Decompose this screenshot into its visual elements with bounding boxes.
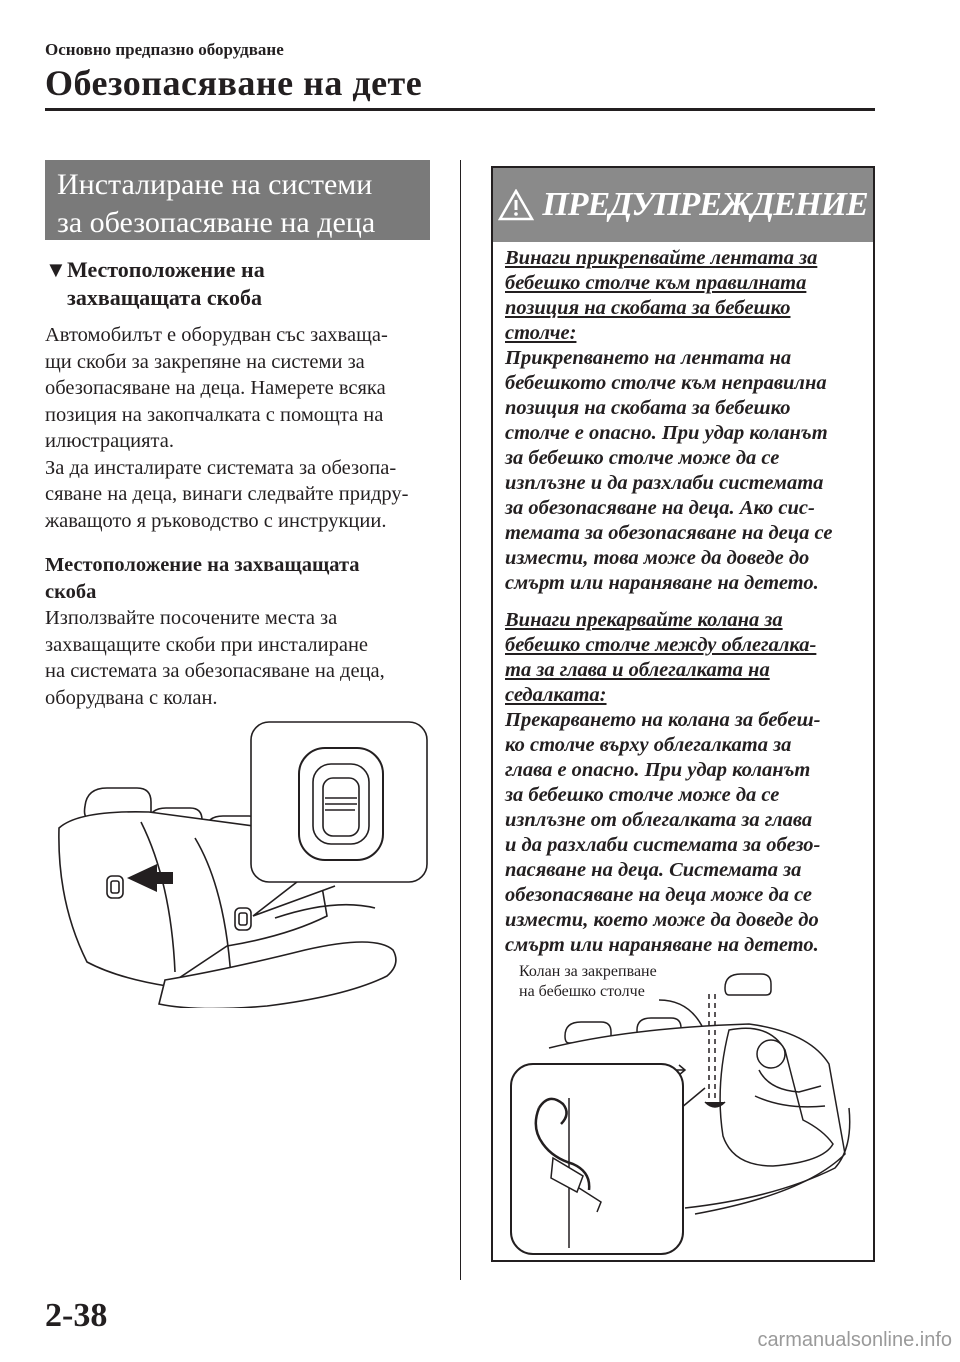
- page-number: 2-38: [45, 1297, 108, 1334]
- warning-heading-1: [505, 246, 861, 346]
- text-line: оборудвана с колан.: [45, 686, 218, 709]
- text-line: столче е опасно. При удар коланът: [505, 422, 828, 444]
- text-line: жаващото я ръководство с инструкции.: [45, 509, 387, 532]
- text-line: Прикрепването на лентата на: [505, 347, 792, 369]
- source-watermark: carmanualsonline.info: [757, 1329, 952, 1351]
- text-line: обезопасяване на деца. Намерете всяка: [45, 377, 386, 399]
- subheading: [45, 256, 450, 312]
- text-line: смърт или нараняване на детето.: [505, 572, 819, 594]
- text-line: на системата за обезопасяване на деца,: [45, 660, 385, 682]
- intro-paragraph: [45, 322, 455, 534]
- text-line: позиция на закопчалката с помощта на: [45, 403, 384, 426]
- column-divider: [460, 160, 461, 1280]
- warning-heading-2: [505, 608, 861, 708]
- rear-seat-illustration: [45, 718, 445, 1008]
- tether-label-line1: Колан за закрепване: [519, 963, 657, 980]
- text-line: позиция на скобата за бебешко: [505, 297, 791, 319]
- text-line: захващащите скоби при инсталиране: [45, 633, 369, 656]
- warning-text-1: [505, 346, 861, 596]
- warning-body: [493, 242, 873, 958]
- warning-header: [493, 168, 873, 242]
- header-rule: [45, 108, 875, 111]
- install-title-line1: Инсталиране на системи: [57, 168, 373, 201]
- text-line: бебешко столче към правилната: [505, 272, 807, 294]
- warning-triangle-icon: [498, 189, 534, 221]
- text-line: обезопасяване на деца може да се: [505, 884, 812, 906]
- text-line: седалката:: [505, 684, 607, 706]
- subheading-line1: Местоположение на: [67, 257, 265, 282]
- text-line: изплъзне от облегалката за глава: [505, 809, 813, 831]
- text-line: пасяване на деца. Системата за: [505, 859, 802, 881]
- text-line: бебешко столче между облегалка-: [505, 634, 817, 656]
- text-line: Прекарването на колана за бебеш-: [505, 709, 821, 731]
- text-line: бебешкото столче към неправилна: [505, 372, 827, 394]
- text-line: смърт или нараняване на детето.: [505, 934, 819, 956]
- text-line: щи скоби за закрепяне на системи за: [45, 350, 365, 373]
- text-line: за обезопасяване на деца. Ако сис-: [505, 497, 815, 519]
- triangle-marker-icon: ▼: [45, 257, 67, 282]
- install-title-line2: за обезопасяване на деца: [57, 206, 376, 239]
- warning-text-2: [505, 708, 861, 958]
- install-section-title: [45, 160, 430, 240]
- location-heading-line2: скоба: [45, 580, 97, 603]
- text-line: илюстрацията.: [45, 430, 174, 452]
- text-line: сяване на деца, винаги следвайте придру-: [45, 483, 409, 505]
- text-line: темата за обезопасяване на деца се: [505, 522, 833, 544]
- text-line: За да инсталирате системата за обезопа-: [45, 456, 397, 479]
- text-line: измести, което може да доведе до: [505, 909, 819, 931]
- text-line: та за глава и облегалката на: [505, 659, 770, 681]
- text-line: Винаги прикрепвайте лентата за: [505, 247, 818, 269]
- text-line: за бебешко столче може да се: [505, 784, 780, 806]
- page-title: Обезопасяване на дете: [45, 63, 423, 103]
- text-line: Винаги прекарвайте колана за: [505, 609, 783, 631]
- text-line: Използвайте посочените места за: [45, 607, 338, 629]
- text-line: столче:: [505, 322, 577, 344]
- section-label: Основно предпазно оборудване: [45, 40, 284, 59]
- location-heading-line1: Местоположение на захващащата: [45, 554, 360, 576]
- text-line: и да разхлаби системата за обезо-: [505, 834, 821, 856]
- location-paragraph: [45, 552, 455, 711]
- text-line: ко столче върху облегалката за: [505, 734, 792, 756]
- text-line: глава е опасно. При удар коланът: [505, 759, 811, 781]
- text-line: изплъзне и да разхлаби системата: [505, 472, 824, 494]
- text-line: измести, това може да доведе до: [505, 547, 810, 569]
- warning-box: [491, 166, 875, 1262]
- child-seat-illustration: [509, 958, 864, 1258]
- warning-title: ПРЕДУПРЕЖДЕНИЕ: [542, 186, 868, 223]
- text-line: за бебешко столче може да се: [505, 447, 780, 469]
- text-line: Автомобилът е оборудван със захваща-: [45, 324, 388, 346]
- tether-label-line2: на бебешко столче: [519, 983, 645, 1000]
- text-line: позиция на скобата за бебешко: [505, 397, 791, 419]
- subheading-line2: захващащата скоба: [67, 285, 263, 310]
